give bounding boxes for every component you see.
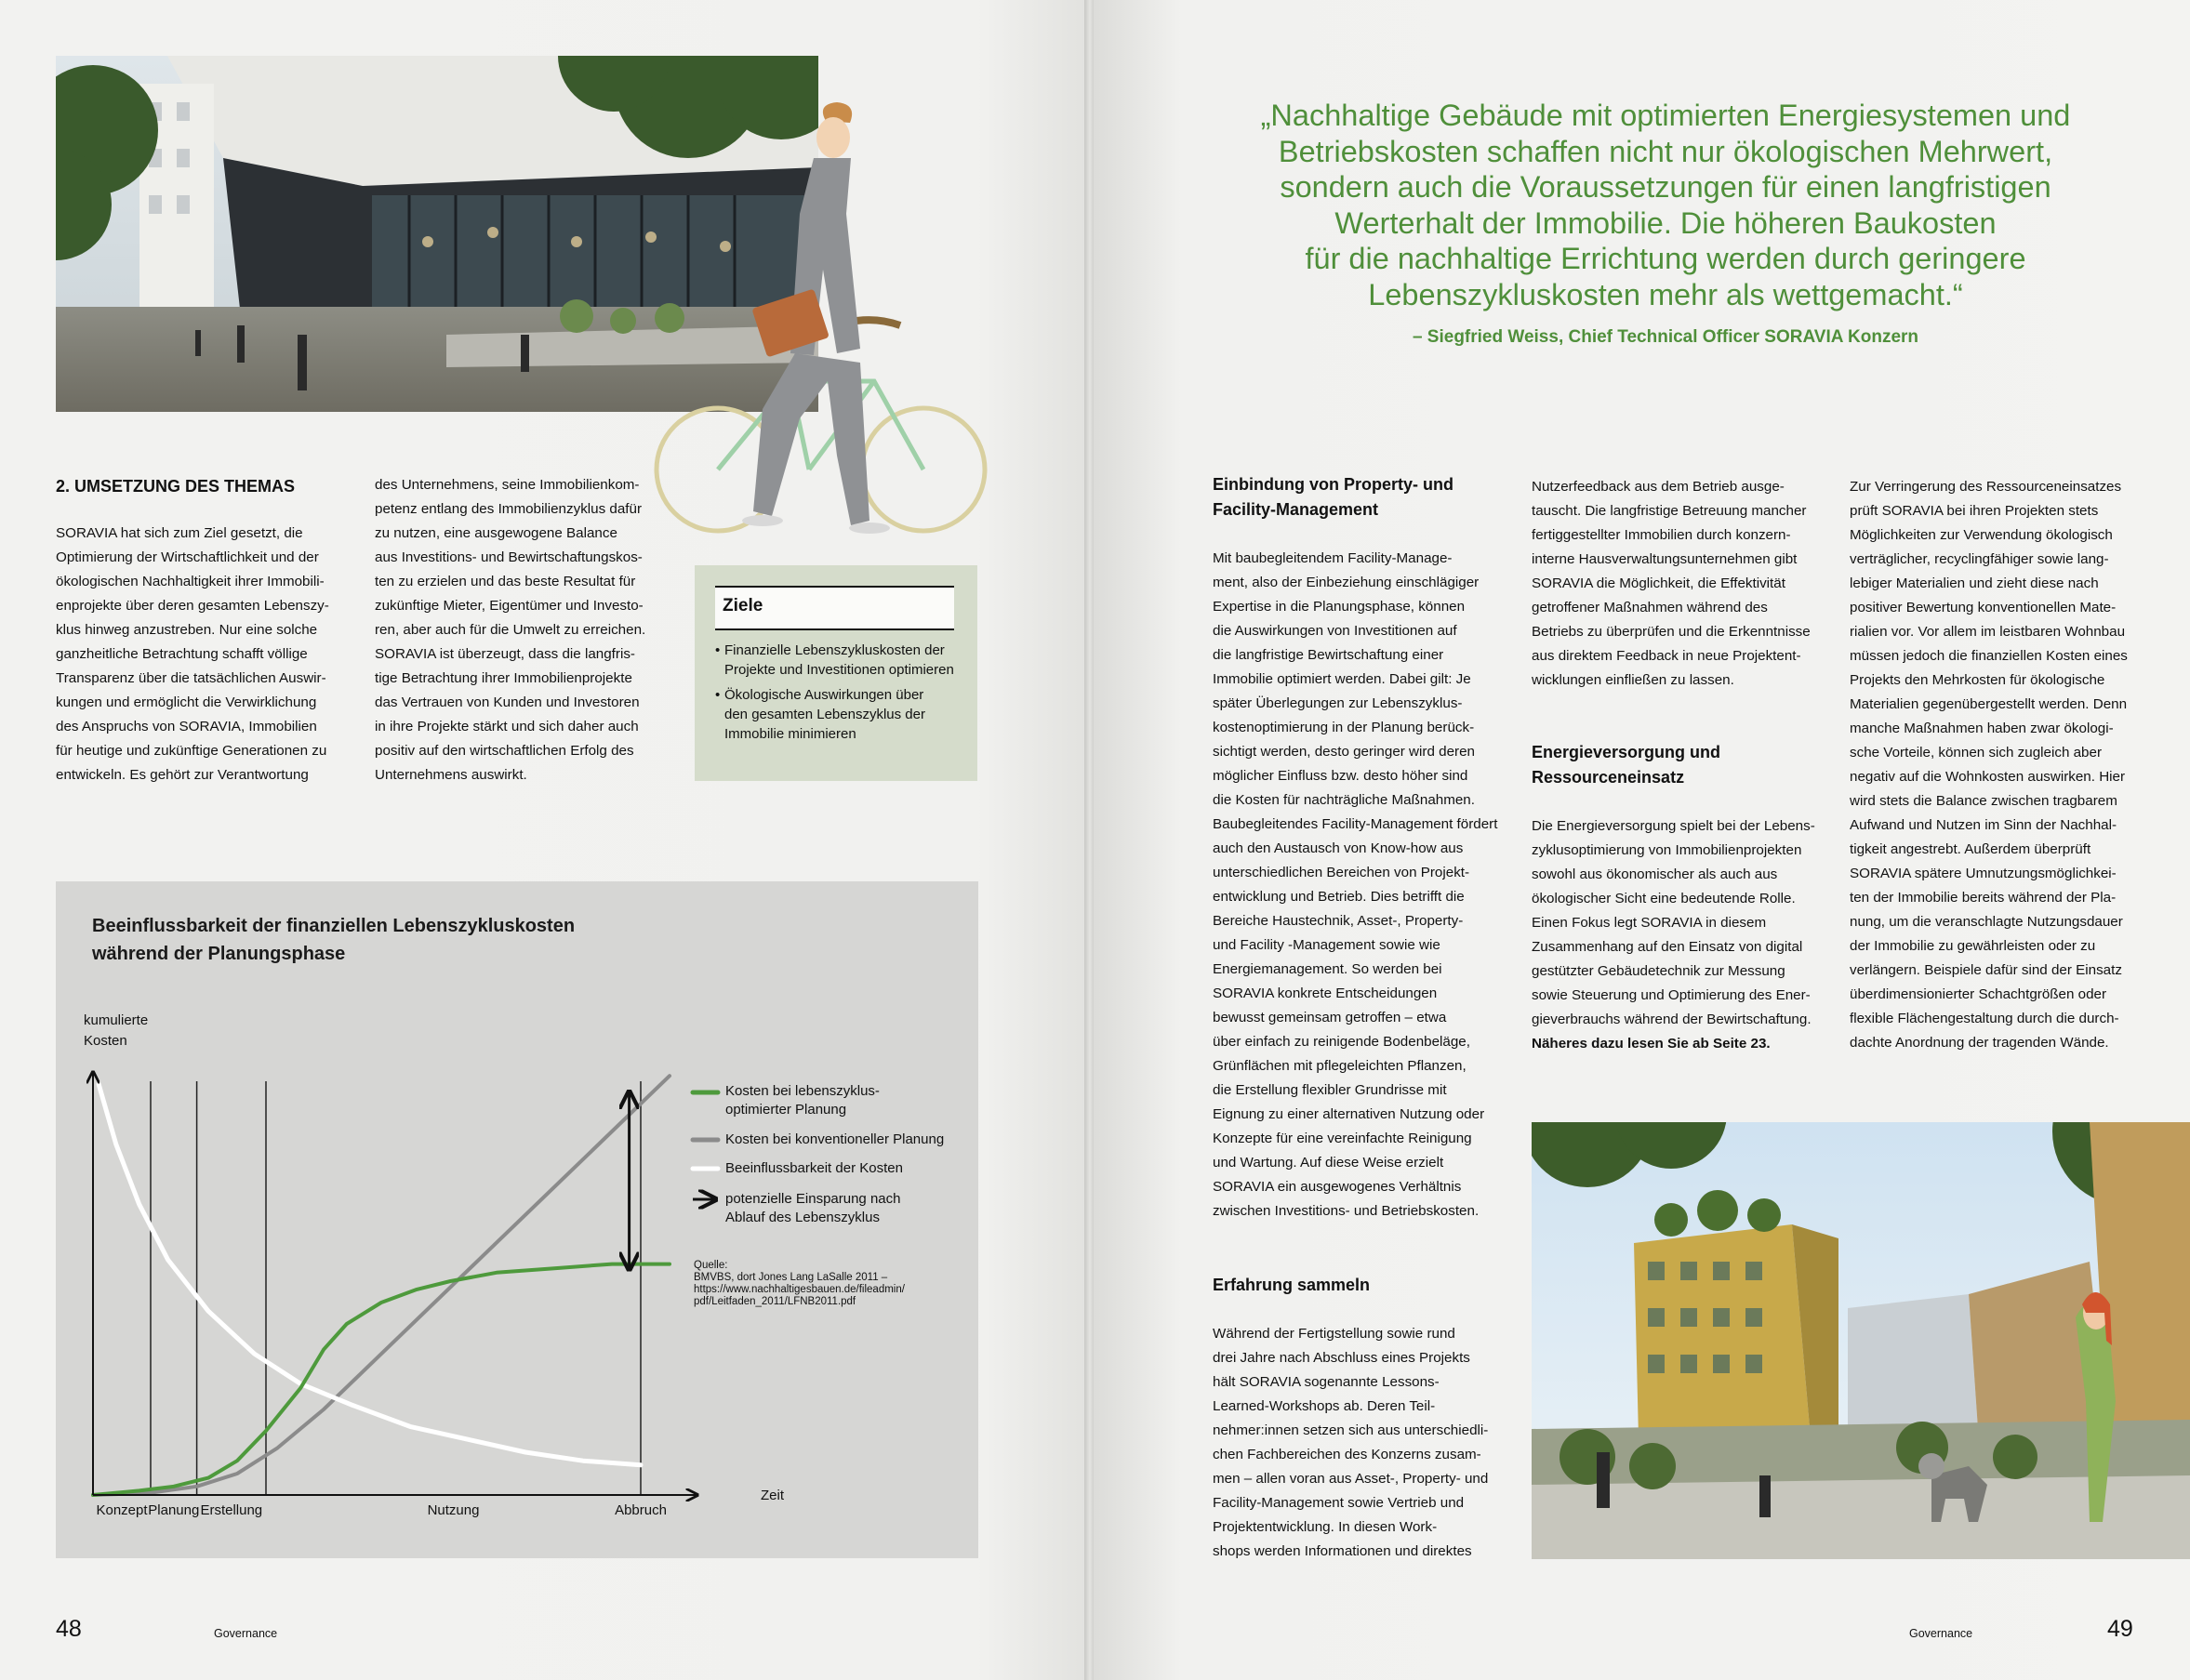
text-line: Nutzerfeedback aus dem Betrieb ausge- [1532, 479, 1785, 495]
legend-line: Ablauf des Lebenszyklus [725, 1210, 880, 1225]
text-line: Mit baubegleitendem Facility-Manage- [1213, 550, 1453, 566]
text-line: der Immobilie zu gewährleisten oder zu [1850, 938, 2096, 954]
text-line: die Erstellung flexibler Grundrisse mit [1213, 1082, 1447, 1098]
legend-item [725, 1159, 903, 1178]
text-line: Während der Fertigstellung sowie rund [1213, 1326, 1455, 1342]
text-line: die langfristige Bewirtschaftung einer [1213, 647, 1444, 663]
text-line: hält SORAVIA sogenannte Lessons- [1213, 1374, 1440, 1390]
text-line: SORAVIA ist überzeugt, dass die langfris- [375, 646, 635, 662]
text-line: nehmer:innen setzen sich aus unterschiedli- [1213, 1422, 1489, 1438]
quote-line: für die nachhaltige Errichtung werden durch geringere [1305, 242, 2026, 275]
text-line: entwicklung und Betrieb. Dies betrifft die [1213, 889, 1465, 905]
text-line-bold: Näheres dazu lesen Sie ab Seite 23. [1532, 1036, 1771, 1052]
text-line: Die Energieversorgung spielt bei der Lebens- [1532, 818, 1815, 834]
phase-label: Planung [148, 1502, 200, 1518]
text-line: enprojekte über deren gesamten Lebenszy- [56, 598, 329, 614]
text-line: Konzepte für eine vereinfachte Reinigung [1213, 1131, 1472, 1146]
text-line: über einfach zu reinigende Bodenbeläge, [1213, 1034, 1470, 1050]
text-line: Materialien gegenübergestellt werden. Denn [1850, 696, 2128, 712]
text-line: Baubegleitendes Facility-Management fördert [1213, 816, 1498, 832]
goal-line: Ökologische Auswirkungen über [724, 687, 924, 703]
quote-line: „Nachhaltige Gebäude mit optimierten Energiesystemen und [1260, 99, 2071, 132]
legend-line: potenzielle Einsparung nach [725, 1191, 901, 1207]
text-line: kungen und ermöglicht die Verwirklichung [56, 694, 317, 710]
goal-item [715, 641, 976, 680]
text-line: interne Hausverwaltungsunternehmen gibt [1532, 551, 1798, 567]
source-line: https://www.nachhaltigesbauen.de/fileadmin/ [694, 1284, 905, 1295]
text-line: SORAVIA spätere Umnutzungsmöglichkei- [1850, 866, 2117, 881]
text-line: möglicher Einfluss bzw. desto höher sind [1213, 768, 1468, 784]
quote-author: – Siegfried Weiss, Chief Technical Officer SORAVIA Konzern [1412, 327, 1919, 347]
page-number-left: 48 [56, 1616, 82, 1642]
text-line: ökologischer Sicht eine bedeutende Rolle. [1532, 891, 1796, 906]
left-column-2 [375, 473, 672, 787]
text-line: Transparenz über die tatsächlichen Auswir- [56, 670, 326, 686]
text-line: Zusammenhang auf den Einsatz von digital [1532, 939, 1803, 955]
goals-title-box [715, 586, 954, 630]
right-column-1b [1213, 1322, 1510, 1564]
bullet: • [715, 687, 721, 703]
street-photo-bottom [1532, 1122, 2190, 1559]
heading-property-facility [1213, 472, 1453, 523]
quote-line: Lebenszykluskosten mehr als wettgemacht.“ [1368, 277, 1963, 311]
text-line: zyklusoptimierung von Immobilienprojekten [1532, 842, 1802, 858]
text-line: chen Fachbereichen des Konzerns zusam- [1213, 1447, 1481, 1462]
text-line: kostenoptimierung in der Planung berück- [1213, 720, 1475, 735]
right-column-1 [1213, 547, 1510, 1224]
legend-line: Kosten bei konventioneller Planung [725, 1131, 945, 1147]
phase-label: Konzept [96, 1502, 148, 1518]
heading-energieversorgung [1532, 740, 1720, 790]
text-line: rialien vor. Vor allem im leistbaren Wohnbau [1850, 624, 2126, 640]
chart-source [694, 1260, 905, 1308]
text-line: petenz entlang des Immobilienzyklus dafür [375, 501, 643, 517]
legend-line: Kosten bei lebenszyklus- [725, 1083, 880, 1099]
text-line: des Unternehmens, seine Immobilienkom- [375, 477, 640, 493]
legend-item [725, 1131, 944, 1149]
text-line: ment, also der Einbeziehung einschlägiger [1213, 575, 1480, 590]
text-line: Unternehmens auswirkt. [375, 767, 527, 783]
text-line: aus Investitions- und Bewirtschaftungskos- [375, 549, 643, 565]
text-line: müssen jedoch die finanziellen Kosten eines [1850, 648, 2128, 664]
text-line: positiver Bewertung konventionellen Mate- [1850, 600, 2117, 615]
text-line: SORAVIA hat sich zum Ziel gesetzt, die [56, 525, 303, 541]
text-line: Projekts den Mehrkosten für ökologische [1850, 672, 2105, 688]
bullet: • [715, 642, 721, 658]
left-page [0, 0, 1086, 1680]
phase-label: Erstellung [200, 1502, 263, 1518]
text-line: prüft SORAVIA bei ihren Projekten stets [1850, 503, 2099, 519]
right-column-2 [1532, 475, 1829, 693]
text-line: und Wartung. Auf diese Weise erzielt [1213, 1155, 1444, 1171]
text-line: gestützter Gebäudetechnik zur Messung [1532, 963, 1785, 979]
text-line: sowohl aus ökonomischer als auch aus [1532, 866, 1778, 882]
goal-line: den gesamten Lebenszyklus der [724, 707, 925, 722]
heading-line: Facility-Management [1213, 500, 1379, 519]
text-line: tauscht. Die langfristige Betreuung mancher [1532, 503, 1807, 519]
source-line: BMVBS, dort Jones Lang LaSalle 2011 – [694, 1272, 888, 1283]
x-axis-label: Zeit [761, 1488, 785, 1503]
text-line: positiv auf den wirtschaftlichen Erfolg des [375, 743, 634, 759]
text-line: tigkeit angestrebt. Außerdem überprüft [1850, 841, 2091, 857]
text-line: zu nutzen, eine ausgewogene Balance [375, 525, 617, 541]
text-line: tige Betrachtung ihrer Immobilienprojekte [375, 670, 632, 686]
footer-left: Governance [214, 1627, 278, 1640]
phase-label: Nutzung [427, 1502, 480, 1518]
cyclist-illustration [651, 102, 1004, 539]
heading-erfahrung: Erfahrung sammeln [1213, 1276, 1371, 1294]
right-column-3 [1850, 475, 2166, 1055]
quote-line: Werterhalt der Immobilie. Die höheren Baukosten [1334, 205, 1997, 240]
text-line: gieverbrauchs während der Bewirtschaftung. [1532, 1012, 1812, 1027]
legend-item [725, 1190, 900, 1227]
text-line: SORAVIA die Möglichkeit, die Effektivität [1532, 575, 1785, 591]
text-line: fertiggestellter Immobilien durch konzern- [1532, 527, 1791, 543]
footer-right: Governance [1909, 1627, 1973, 1640]
text-line: ökologischen Nachhaltigkeit ihrer Immobili- [56, 574, 325, 589]
y-axis-label-line: Kosten [84, 1033, 127, 1049]
text-line: die Kosten für nachträgliche Maßnahmen. [1213, 792, 1475, 808]
text-line: auch den Austausch von Know-how aus [1213, 840, 1464, 856]
text-line: überdimensionierter Schachtgrößen oder [1850, 986, 2107, 1002]
text-line: verlängern. Beispiele dafür sind der Einsatz [1850, 962, 2122, 978]
text-line: das Vertrauen von Kunden und Investoren [375, 694, 640, 710]
pull-quote [1187, 98, 2144, 312]
goal-line: Immobilie minimieren [724, 726, 856, 742]
goal-item [715, 685, 976, 744]
legend-line: Beeinflussbarkeit der Kosten [725, 1160, 903, 1176]
chart-title-line: während der Planungsphase [92, 944, 346, 964]
goal-line: Finanzielle Lebenszykluskosten der [724, 642, 945, 658]
left-column-1 [56, 522, 353, 787]
text-line: bewusst gemeinsam getroffen – etwa [1213, 1010, 1447, 1025]
y-axis-label-line: kumulierte [84, 1012, 149, 1028]
text-line: für heutige und zukünftige Generationen zu [56, 743, 327, 759]
heading-line: Ressourceneinsatz [1532, 768, 1685, 787]
text-line: ten zu erzielen und das beste Resultat für [375, 574, 636, 589]
heading-line: Energieversorgung und [1532, 743, 1721, 761]
text-line: klus hinweg anzustreben. Nur eine solche [56, 622, 318, 638]
text-line: entwickeln. Es gehört zur Verantwortung [56, 767, 309, 783]
text-line: Optimierung der Wirtschaftlichkeit und der [56, 549, 319, 565]
right-column-2b [1532, 814, 1829, 1056]
text-line: SORAVIA konkrete Entscheidungen [1213, 986, 1438, 1001]
text-line: und Facility -Management sowie wie [1213, 937, 1440, 953]
text-line: Zur Verringerung des Ressourceneinsatzes [1850, 479, 2122, 495]
quote-line: Betriebskosten schaffen nicht nur ökologischen Mehrwert, [1278, 134, 2053, 168]
goal-line: Projekte und Investitionen optimieren [724, 662, 954, 678]
text-line: Möglichkeiten zur Verwendung ökologisch [1850, 527, 2113, 543]
text-line: Learned-Workshops ab. Deren Teil- [1213, 1398, 1436, 1414]
text-line: Aufwand und Nutzen im Sinn der Nachhal- [1850, 817, 2117, 833]
text-line: Expertise in die Planungsphase, können [1213, 599, 1466, 615]
text-line: zwischen Investitions- und Betriebskosten. [1213, 1203, 1480, 1219]
text-line: die Auswirkungen von Investitionen auf [1213, 623, 1457, 639]
text-line: ganzheitliche Betrachtung schafft völlige [56, 646, 308, 662]
text-line: lebiger Materialien und zieht diese nach [1850, 575, 2099, 591]
text-line: drei Jahre nach Abschluss eines Projekts [1213, 1350, 1470, 1366]
text-line: men – allen voran aus Asset-, Property- und [1213, 1471, 1489, 1487]
series-line [93, 1076, 670, 1495]
text-line: ren, aber auch für die Umwelt zu erreichen. [375, 622, 646, 638]
text-line: später Überlegungen zur Lebenszyklus- [1213, 695, 1463, 711]
text-line: Grünflächen mit pflegeleichten Pflanzen, [1213, 1058, 1467, 1074]
quote-line: sondern auch die Voraussetzungen für einen langfristigen [1280, 170, 2051, 204]
text-line: getroffener Maßnahmen während des [1532, 600, 1768, 615]
lifecycle-cost-chart [56, 881, 978, 1558]
text-line: Facility-Management sowie Vertrieb und [1213, 1495, 1465, 1511]
text-line: in ihre Projekte stärkt und sich daher auch [375, 719, 639, 734]
text-line: sowie Steuerung und Optimierung des Ener- [1532, 987, 1811, 1003]
text-line: unterschiedlichen Bereichen von Projekt- [1213, 865, 1470, 880]
text-line: aus direktem Feedback in neue Projektent- [1532, 648, 1801, 664]
goals-title: Ziele [723, 596, 763, 615]
text-line: des Anspruchs von SORAVIA, Immobilien [56, 719, 317, 734]
section-heading: 2. UMSETZUNG DES THEMAS [56, 477, 296, 496]
right-page [1094, 0, 2190, 1680]
source-line: Quelle: [694, 1260, 728, 1271]
text-line: dachte Anordnung der tragenden Wände. [1850, 1035, 2109, 1051]
source-line: pdf/Leitfaden_2011/LFNB2011.pdf [694, 1296, 856, 1307]
text-line: SORAVIA ein ausgewogenes Verhältnis [1213, 1179, 1462, 1195]
text-line: verträglicher, recyclingfähiger sowie lang- [1850, 551, 2109, 567]
text-line: ten der Immobilie bereits während der Pla- [1850, 890, 2117, 906]
text-line: Immobilie optimiert werden. Dabei gilt: Je [1213, 671, 1471, 687]
text-line: manche Maßnahmen haben zwar ökologi- [1850, 721, 2114, 736]
text-line: nung, um die veranschlagte Nutzungsdauer [1850, 914, 2123, 930]
legend-item [725, 1082, 880, 1119]
heading-line: Einbindung von Property- und [1213, 475, 1453, 494]
goals-box [695, 565, 977, 781]
legend-line: optimierter Planung [725, 1102, 847, 1118]
text-line: negativ auf die Wohnkosten auswirken. Hier [1850, 769, 2126, 785]
text-line: flexible Flächengestaltung durch die durch- [1850, 1011, 2119, 1026]
text-line: sichtigt werden, desto geringer wird deren [1213, 744, 1475, 760]
text-line: wicklungen einfließen zu lassen. [1532, 672, 1734, 688]
series-line [99, 1084, 641, 1464]
phase-label: Abbruch [615, 1502, 667, 1518]
text-line: Betriebs zu überprüfen und die Erkenntnisse [1532, 624, 1811, 640]
text-line: Einen Fokus legt SORAVIA in diesem [1532, 915, 1767, 931]
text-line: Eignung zu einer alternativen Nutzung oder [1213, 1106, 1485, 1122]
text-line: Energiemanagement. So werden bei [1213, 961, 1442, 977]
chart-title-line: Beeinflussbarkeit der finanziellen Lebenszykluskosten [92, 916, 576, 936]
page-number-right: 49 [2107, 1616, 2133, 1642]
text-line: Projektentwicklung. In diesen Work- [1213, 1519, 1438, 1535]
text-line: Bereiche Haustechnik, Asset-, Property- [1213, 913, 1464, 929]
text-line: zukünftige Mieter, Eigentümer und Investo- [375, 598, 644, 614]
text-line: sche Vorteile, können sich zugleich aber [1850, 745, 2103, 761]
text-line: wird stets die Balance zwischen tragbarem [1850, 793, 2117, 809]
text-line: shops werden Informationen und direktes [1213, 1543, 1472, 1559]
